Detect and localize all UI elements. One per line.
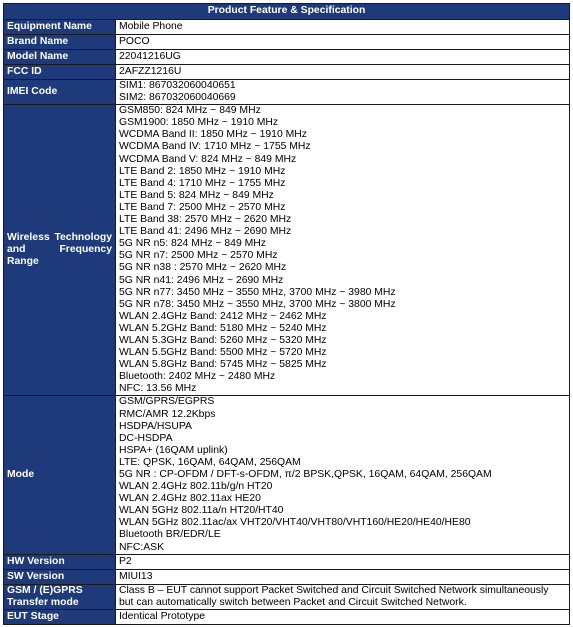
value-line: LTE Band 41: 2496 MHz ~ 2690 MHz xyxy=(119,226,292,238)
value-line: LTE Band 4: 1710 MHz ~ 1755 MHz xyxy=(119,177,286,189)
value-line: NFC:ASK xyxy=(119,541,165,553)
value-line: Class B – EUT cannot support Packet Switched and Circuit Switched Network simultaneously xyxy=(119,584,549,596)
spec-sheet xyxy=(3,3,569,625)
value-line: WLAN 5GHz 802.11ac/ax VHT20/VHT40/VHT80/VHT160/HE20/HE40/HE80 xyxy=(119,517,471,529)
value-line: NFC: 13.56 MHz xyxy=(119,383,197,395)
value-line: WCDMA Band V: 824 MHz ~ 849 MHz xyxy=(119,153,297,165)
value-line: 22041216UG xyxy=(119,50,181,62)
row-label: Model Name xyxy=(4,50,116,65)
value-line: WLAN 5.2GHz Band: 5180 MHz ~ 5240 MHz xyxy=(119,322,327,334)
row-value xyxy=(116,569,570,584)
value-line: 5G NR n5: 824 MHz ~ 849 MHz xyxy=(119,238,266,250)
row-value xyxy=(116,396,570,554)
value-line: SIM1: 867032060040651 xyxy=(119,80,236,91)
row-value xyxy=(116,35,570,50)
value-line: WLAN 2.4GHz 802.11ax HE20 xyxy=(119,493,261,505)
value-line: WCDMA Band II: 1850 MHz ~ 1910 MHz xyxy=(119,129,307,141)
value-line: GSM/GPRS/EGPRS xyxy=(119,396,215,408)
value-line: WLAN 5.8GHz Band: 5745 MHz ~ 5825 MHz xyxy=(119,359,327,371)
table-row xyxy=(4,609,570,624)
row-value xyxy=(116,50,570,65)
value-line: 5G NR n78: 3450 MHz ~ 3550 MHz, 3700 MHz ~ 3800 MHz xyxy=(119,298,396,310)
value-line: HSPA+ (16QAM uplink) xyxy=(119,444,228,456)
row-label: EUT Stage xyxy=(4,609,116,624)
value-line: Bluetooth: 2402 MHz ~ 2480 MHz xyxy=(119,371,276,383)
value-line: WLAN 5GHz 802.11a/n HT20/HT40 xyxy=(119,505,284,517)
table-header-row xyxy=(4,4,570,20)
row-label: Wireless Technology and Frequency Range xyxy=(4,105,116,396)
value-line: but can automatically switch between Packet and Circuit Switched Network. xyxy=(119,596,467,608)
value-line: GSM1900: 1850 MHz ~ 1910 MHz xyxy=(119,117,279,129)
row-label: Mode xyxy=(4,396,116,554)
table-row xyxy=(4,396,570,554)
value-line: WLAN 2.4GHz 802.11b/g/n HT20 xyxy=(119,481,273,493)
value-line: Identical Prototype xyxy=(119,610,206,622)
value-line: Bluetooth BR/EDR/LE xyxy=(119,529,221,541)
row-value xyxy=(116,65,570,80)
value-line: 5G NR n77: 3450 MHz ~ 3550 MHz, 3700 MHz ~ 3980 MHz xyxy=(119,286,396,298)
value-line: WLAN 2.4GHz Band: 2412 MHz ~ 2462 MHz xyxy=(119,310,327,322)
row-label: HW Version xyxy=(4,554,116,569)
row-value xyxy=(116,609,570,624)
value-line: LTE Band 2: 1850 MHz ~ 1910 MHz xyxy=(119,165,286,177)
table-row xyxy=(4,80,570,105)
value-line: SIM2: 867032060040669 xyxy=(119,92,236,104)
table-row xyxy=(4,65,570,80)
value-line: Mobile Phone xyxy=(119,20,183,32)
row-label: Brand Name xyxy=(4,35,116,50)
table-title: Product Feature & Specification xyxy=(4,4,570,20)
value-line: 5G NR n7: 2500 MHz ~ 2570 MHz xyxy=(119,250,278,262)
row-value xyxy=(116,554,570,569)
value-line: 5G NR n38 : 2570 MHz ~ 2620 MHz xyxy=(119,262,287,274)
value-line: LTE: QPSK, 16QAM, 64QAM, 256QAM xyxy=(119,456,301,468)
row-label: GSM / (E)GPRS Transfer mode xyxy=(4,584,116,609)
value-line: 2AFZZ1216U xyxy=(119,65,182,77)
value-line: POCO xyxy=(119,35,150,47)
spec-table-body xyxy=(4,20,570,625)
row-value xyxy=(116,80,570,105)
table-row xyxy=(4,584,570,609)
row-label: IMEI Code xyxy=(4,80,116,105)
value-line: RMC/AMR 12.2Kbps xyxy=(119,408,216,420)
table-row xyxy=(4,20,570,35)
value-line: LTE Band 7: 2500 MHz ~ 2570 MHz xyxy=(119,201,286,213)
value-line: WLAN 5.3GHz Band: 5260 MHz ~ 5320 MHz xyxy=(119,334,327,346)
row-value xyxy=(116,105,570,396)
row-label: SW Version xyxy=(4,569,116,584)
row-label: FCC ID xyxy=(4,65,116,80)
value-line: P2 xyxy=(119,555,132,567)
table-row xyxy=(4,35,570,50)
value-line: MIUI13 xyxy=(119,570,153,582)
value-line: 5G NR n41: 2496 MHz ~ 2690 MHz xyxy=(119,274,284,286)
spec-table xyxy=(3,3,570,625)
value-line: WLAN 5.5GHz Band: 5500 MHz ~ 5720 MHz xyxy=(119,347,327,359)
table-row xyxy=(4,554,570,569)
row-value xyxy=(116,20,570,35)
value-line: GSM850: 824 MHz ~ 849 MHz xyxy=(119,105,261,117)
value-line: DC-HSDPA xyxy=(119,432,173,444)
value-line: HSDPA/HSUPA xyxy=(119,420,192,432)
row-label: Equipment Name xyxy=(4,20,116,35)
value-line: LTE Band 38: 2570 MHz ~ 2620 MHz xyxy=(119,214,292,226)
value-line: LTE Band 5: 824 MHz ~ 849 MHz xyxy=(119,189,274,201)
table-row xyxy=(4,105,570,396)
table-row xyxy=(4,569,570,584)
row-value xyxy=(116,584,570,609)
table-row xyxy=(4,50,570,65)
value-line: WCDMA Band IV: 1710 MHz ~ 1755 MHz xyxy=(119,141,311,153)
value-line: 5G NR : CP-OFDM / DFT-s-OFDM, π/2 BPSK,QPSK, 16QAM, 64QAM, 256QAM xyxy=(119,469,492,480)
